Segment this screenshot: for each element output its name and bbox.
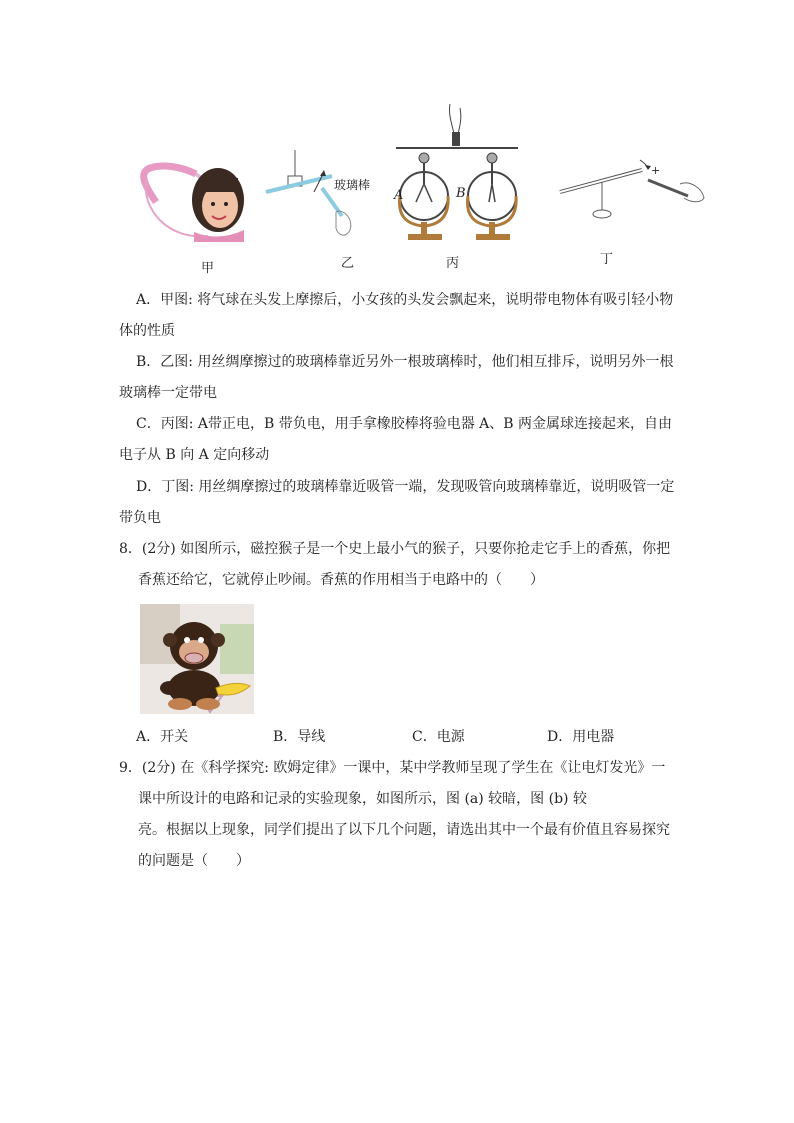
figure-jia <box>138 160 250 242</box>
q7-option-c-line1: C．丙图: A带正电，B 带负电，用手拿橡胶棒将验电器 A、B 两金属球连接起来，自由 <box>136 416 673 432</box>
q9-stem-line1: 9．(2分) 在《科学探究: 欧姆定律》一课中，某中学教师呈现了学生在《让电灯发光》一 <box>119 760 666 776</box>
q9-stem-line4: 的问题是（ ） <box>138 853 250 869</box>
monkey-toy-image <box>140 604 254 714</box>
q7-option-d-line1: D．丁图: 用丝绸摩擦过的玻璃棒靠近吸管一端，发现吸管向玻璃棒靠近，说明吸管一定 <box>136 479 675 495</box>
figure-yi-caption: 乙 <box>341 256 355 271</box>
q9-stem-line2: 课中所设计的电路和记录的实验现象，如图所示，图 (a) 较暗，图 (b) 较 <box>138 791 587 807</box>
q8-option-c: C．电源 <box>412 729 465 745</box>
figure-bing-label-b: B <box>456 186 466 201</box>
q7-option-c-line2: 电子从 B 向 A 定向移动 <box>119 447 270 463</box>
q7-option-b-line1: B．乙图: 用丝绸摩擦过的玻璃棒靠近另外一根玻璃棒时，他们相互排斥，说明另外一根 <box>136 354 674 370</box>
figure-yi <box>262 146 374 246</box>
q8-stem-line2: 香蕉还给它，它就停止吵闹。香蕉的作用相当于电路中的（ ） <box>138 572 544 588</box>
figure-jia-caption: 甲 <box>201 261 215 276</box>
q8-option-b: B．导线 <box>273 729 326 745</box>
figure-ding-caption: 丁 <box>600 252 614 267</box>
q9-stem-line3: 亮。根据以上现象，同学们提出了以下几个问题，请选出其中一个最有价值且容易探究 <box>138 822 670 838</box>
figure-bing-caption: 丙 <box>446 256 460 271</box>
figure-bing <box>390 104 522 244</box>
figure-bing-label-a: A <box>394 188 404 203</box>
q8-stem-line1: 8．(2分) 如图所示，磁控猴子是一个史上最小气的猴子，只要你抢走它手上的香蕉，你把 <box>119 541 671 557</box>
q7-option-a-line2: 体的性质 <box>119 323 175 339</box>
figure-yi-label: 玻璃棒 <box>334 178 371 192</box>
q7-option-b-line2: 玻璃棒一定带电 <box>119 385 217 401</box>
q7-option-a-line1: A．甲图: 将气球在头发上摩擦后，小女孩的头发会飘起来，说明带电物体有吸引轻小物 <box>136 292 674 308</box>
figure-ding-sign: + <box>651 164 661 177</box>
q8-option-a: A．开关 <box>136 729 189 745</box>
q8-option-d: D．用电器 <box>547 729 615 745</box>
figure-ding <box>556 158 708 230</box>
q7-option-d-line2: 带负电 <box>119 510 161 526</box>
